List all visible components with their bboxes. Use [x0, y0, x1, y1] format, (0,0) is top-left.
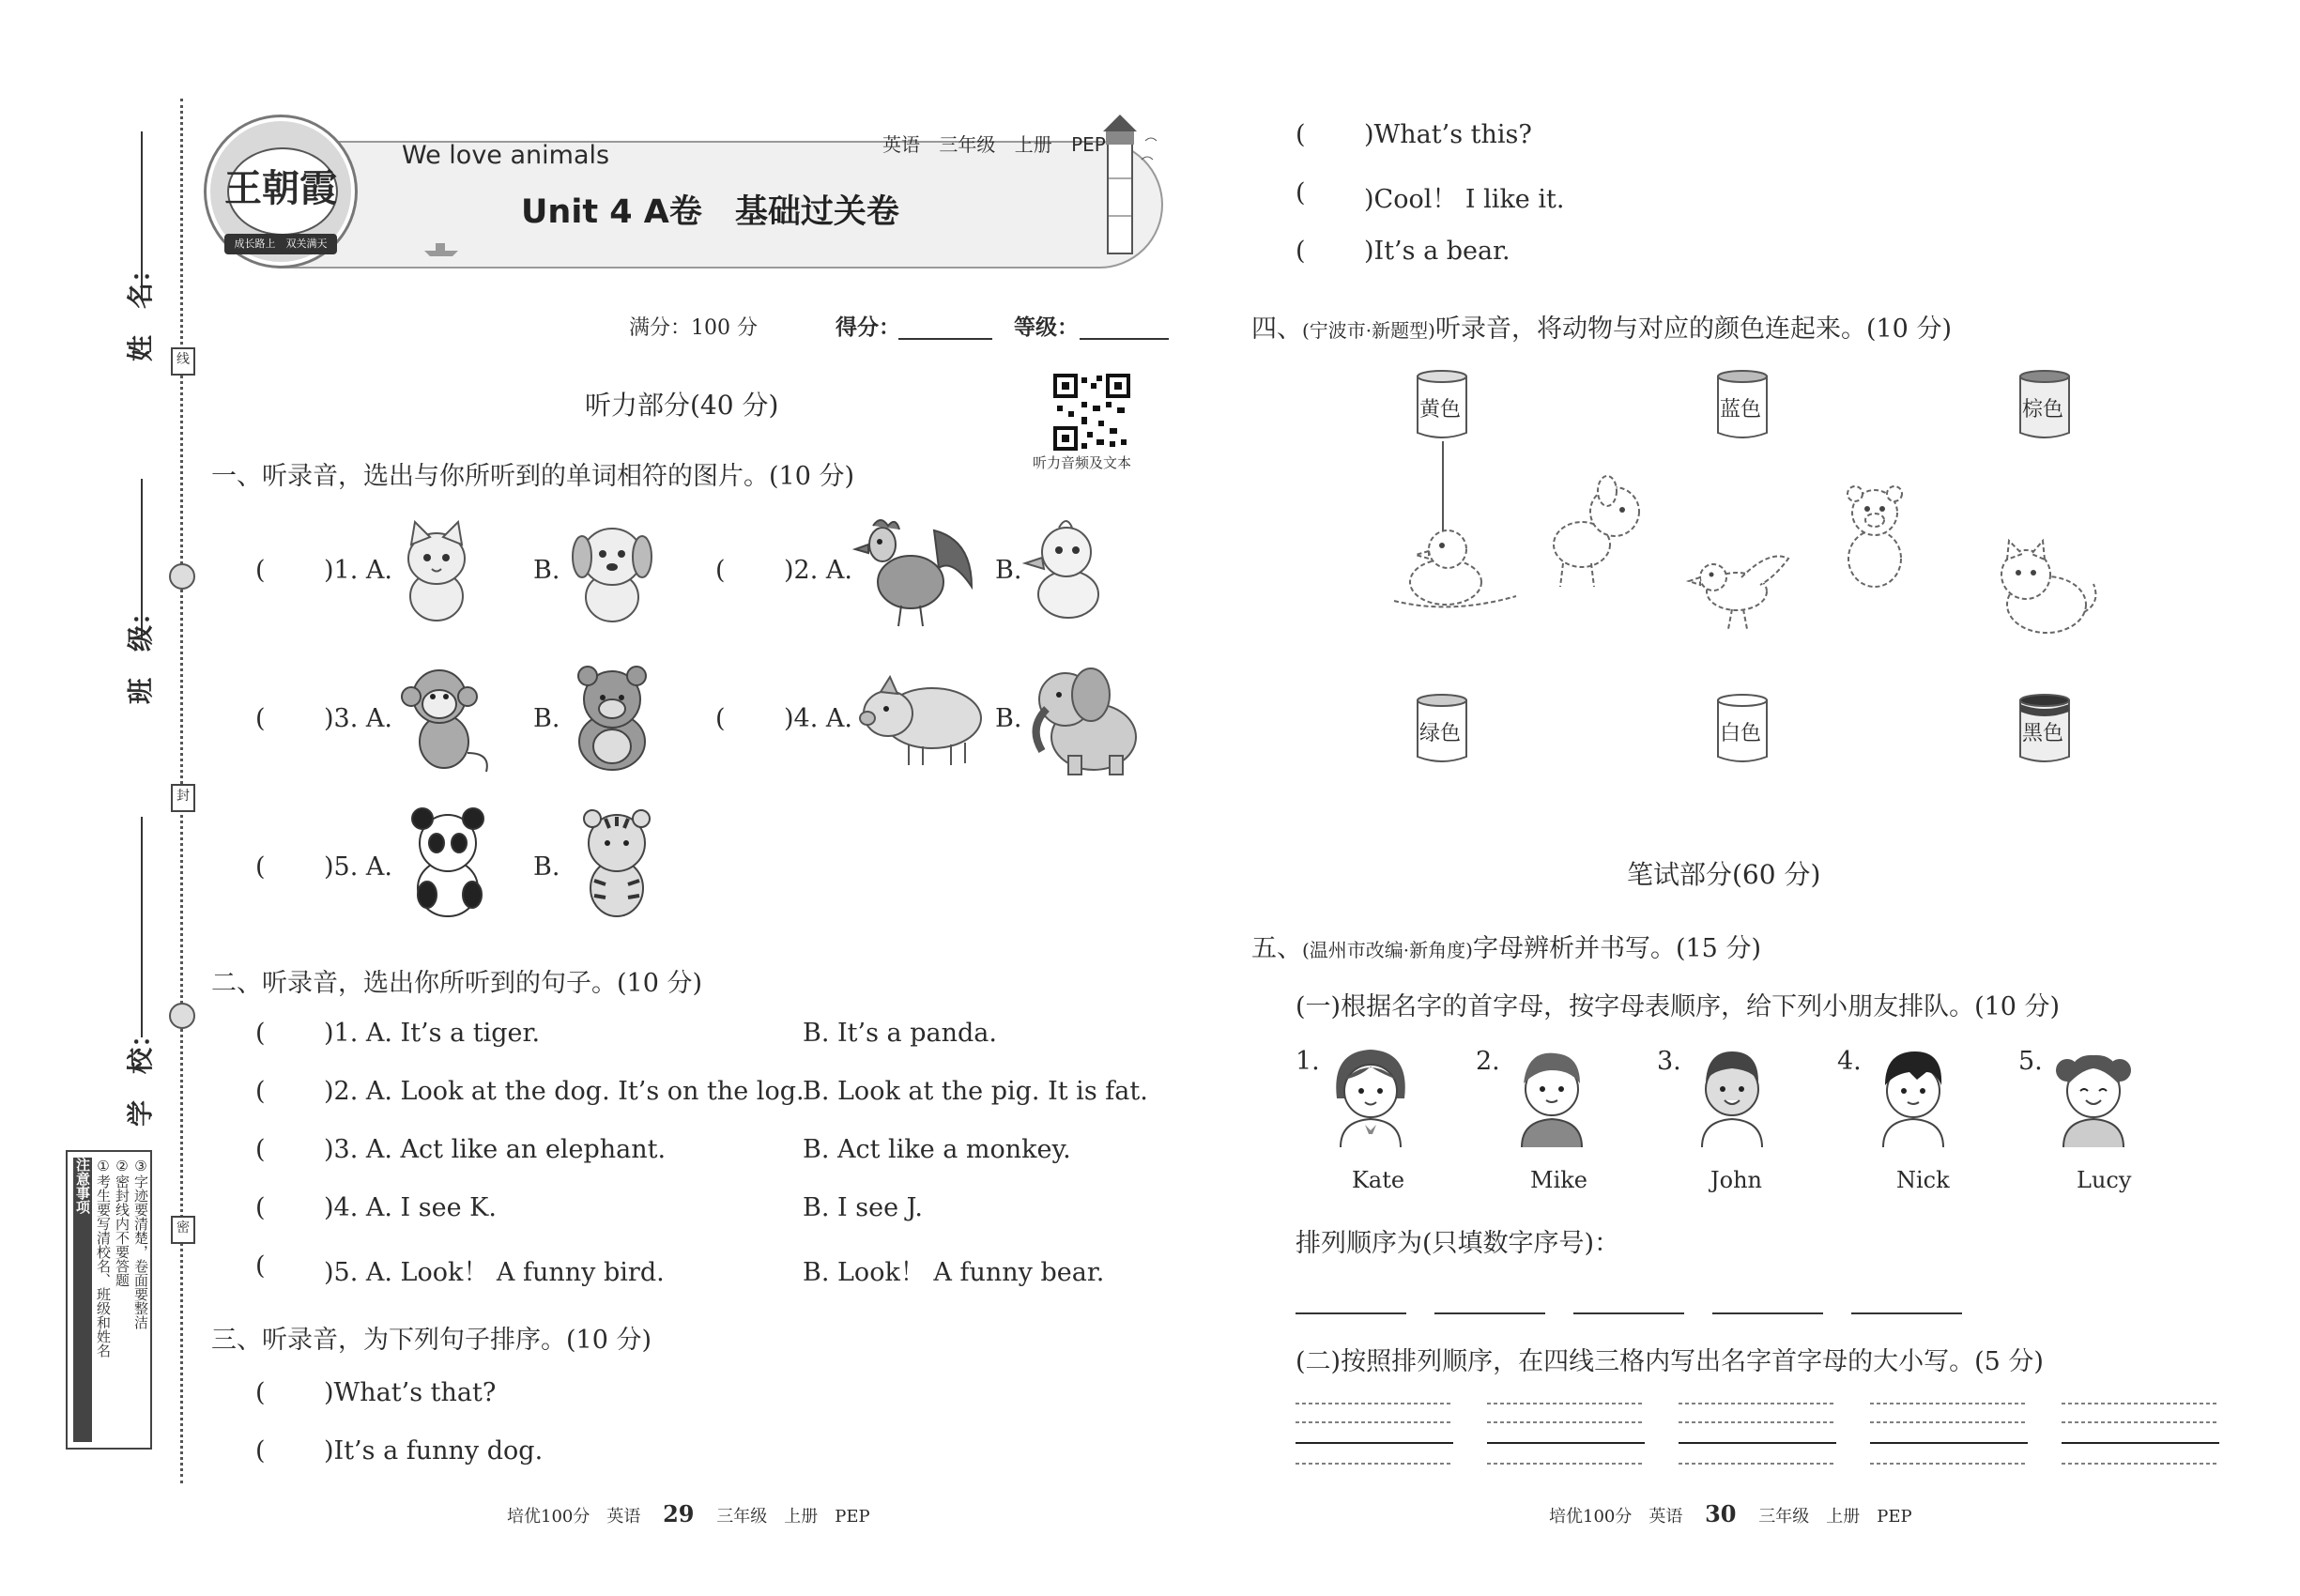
paint-can-blue[interactable] [1716, 369, 1769, 440]
order-blank-2[interactable] [1434, 1312, 1545, 1314]
binding-hole [169, 1003, 195, 1029]
footer-right [1549, 1500, 1912, 1527]
girl-kate-image [1324, 1042, 1418, 1150]
q3-sentence: )What’s this? [1364, 120, 1532, 149]
kid-name: Nick [1896, 1167, 1950, 1193]
q2-option-a: )5. A. Look！ A funny bird. [324, 1258, 665, 1287]
kid-name: Mike [1530, 1167, 1587, 1193]
q4-title-tag: (宁波市·新题型) [1302, 319, 1435, 342]
answer-paren[interactable]: ( [255, 1077, 266, 1106]
bear-image [1831, 479, 1920, 591]
answer-paren[interactable]: ( [1296, 120, 1306, 149]
school-label: 学 校： [125, 1021, 156, 1127]
kid-number: 4. [1837, 1047, 1862, 1076]
tag-volume: 上册 [1014, 133, 1052, 156]
kid-name: John [1710, 1167, 1762, 1193]
footer-left [507, 1500, 870, 1527]
cat-image [394, 516, 479, 624]
q1-title: 一、听录音，选出与你所听到的单词相符的图片。(10 分) [211, 462, 855, 491]
q5-title [1251, 928, 1761, 964]
qr-code-icon[interactable] [1053, 374, 1130, 451]
answer-paren[interactable]: ( [255, 556, 266, 585]
tiger-image [568, 806, 667, 923]
order-blank-4[interactable] [1712, 1312, 1823, 1314]
q1-item-3-b: B. [533, 704, 560, 733]
tag-grade: 三年级 [939, 133, 996, 156]
color-label: 棕色 [2022, 398, 2064, 422]
class-label: 班 级： [125, 598, 156, 704]
q5-title-main: 字母辨析并书写。(15 分) [1472, 934, 1761, 963]
footer-book: 培优100分 英语 [507, 1507, 641, 1527]
order-blank-3[interactable] [1573, 1312, 1684, 1314]
kid-number: 1. [1296, 1047, 1320, 1076]
q3-sentence: )It’s a bear. [1364, 237, 1510, 266]
notice-item: ①考生要写清校名、班级和姓名 [95, 1158, 112, 1358]
q1-item-5-b: B. [533, 852, 560, 882]
q2-option-a: )3. A. Act like an elephant. [324, 1135, 667, 1164]
q2-option-a: )1. A. It’s a tiger. [324, 1019, 541, 1048]
name-label: 姓 名： [125, 255, 156, 361]
duck-image [1021, 514, 1111, 627]
writing-grid[interactable] [1296, 1402, 1453, 1466]
full-score: 满分：100 分 [629, 316, 758, 340]
boy-john-image [1685, 1042, 1779, 1150]
order-blank-1[interactable] [1296, 1312, 1406, 1314]
q3-sentence: )It’s a funny dog. [324, 1436, 544, 1466]
q2-option-b: B. It’s a panda. [803, 1019, 997, 1048]
q2-option-b: B. Look！ A funny bear. [803, 1258, 1105, 1287]
answer-paren[interactable]: ( [1296, 237, 1306, 266]
q1-item-4-b: B. [995, 704, 1022, 733]
color-label: 蓝色 [1720, 398, 1762, 422]
paint-can-black[interactable] [2018, 693, 2071, 764]
q2-option-b: B. I see J. [803, 1193, 923, 1222]
tag-subject: 英语 [882, 133, 920, 156]
writing-grid[interactable] [1679, 1402, 1836, 1466]
tag-edition: PEP [1071, 133, 1106, 156]
q5-part2-instruction: (二)按照排列顺序，在四线三格内写出名字首字母的大小写。(5 分) [1296, 1347, 2044, 1376]
answer-paren[interactable]: ( [255, 1378, 266, 1407]
page-number: 29 [663, 1500, 695, 1527]
q5-title-prefix: 五、 [1251, 934, 1302, 963]
logo-text: 王朝霞 [224, 166, 337, 210]
order-blank-5[interactable] [1851, 1312, 1962, 1314]
grade-blank[interactable] [1080, 338, 1169, 340]
q3-sentence: )What’s that? [324, 1378, 497, 1407]
pig-image [852, 671, 993, 770]
q4-title [1251, 308, 1952, 345]
school-blank-line [141, 817, 143, 1037]
notice-box [66, 1150, 152, 1450]
color-label: 白色 [1720, 722, 1762, 745]
ship-icon [422, 239, 460, 258]
seal-mark-secret: 密 [171, 1216, 195, 1244]
q1-item-5: )5. A. [324, 852, 392, 882]
publisher-logo [207, 117, 355, 266]
girl-lucy-image [2047, 1042, 2140, 1150]
answer-paren[interactable]: ( [715, 704, 726, 733]
boy-mike-image [1505, 1042, 1599, 1150]
answer-paren[interactable]: ( [255, 1135, 266, 1164]
footer-rest: 三年级 上册 PEP [716, 1507, 870, 1527]
q1-item-3: )3. A. [324, 704, 392, 733]
answer-paren[interactable]: ( [255, 704, 266, 733]
header-tags [882, 130, 1106, 157]
paint-can-green[interactable] [1416, 693, 1468, 764]
footer-rest: 三年级 上册 PEP [1758, 1507, 1912, 1527]
notice-item: ③字迹要清楚，卷面要整洁 [132, 1158, 149, 1329]
color-label: 绿色 [1419, 722, 1462, 745]
answer-paren[interactable]: ( [715, 556, 726, 585]
q1-item-1-b: B. [533, 556, 560, 585]
answer-paren[interactable]: ( [255, 852, 266, 882]
q4-title-prefix: 四、 [1251, 315, 1302, 344]
dog-image [563, 514, 657, 627]
q2-option-b: B. Look at the pig. It is fat. [803, 1077, 1148, 1106]
grade-label: 等级： [1014, 315, 1079, 340]
answer-paren[interactable]: ( [255, 1193, 266, 1222]
q3-title: 三、听录音，为下列句子排序。(10 分) [211, 1326, 652, 1355]
score-label: 得分： [836, 315, 900, 340]
answer-paren[interactable]: ( [1296, 178, 1306, 207]
duck-image [1389, 521, 1521, 615]
page-number: 30 [1705, 1500, 1737, 1527]
bird-image [1685, 540, 1798, 634]
q5-title-tag: (温州市改编·新角度) [1302, 939, 1473, 961]
bear-image [563, 662, 662, 775]
panda-image [399, 806, 498, 923]
unit-subtitle: We love animals [402, 141, 610, 170]
seal-mark-seal: 封 [171, 784, 195, 812]
notice-item: ②密封线内不要答题 [114, 1158, 130, 1287]
seal-mark-line: 线 [171, 347, 195, 376]
rooster-image [850, 512, 981, 629]
writing-grid[interactable] [2062, 1402, 2219, 1466]
writing-grid[interactable] [1487, 1402, 1645, 1466]
example-connector [1442, 441, 1444, 530]
q4-title-main: 听录音，将动物与对应的颜色连起来。(10 分) [1434, 315, 1952, 344]
kid-number: 5. [2018, 1047, 2043, 1076]
logo-ribbon: 成长路上 双关满天 [224, 234, 337, 254]
elephant-image [1023, 657, 1145, 779]
q3-sentence: )Cool！ I like it. [1364, 185, 1565, 214]
q1-item-2: )2. A. [784, 556, 852, 585]
q1-item-1: )1. A. [324, 556, 392, 585]
boy-nick-image [1866, 1042, 1960, 1150]
kid-name: Kate [1352, 1167, 1405, 1193]
q2-option-a: )4. A. I see K. [324, 1193, 497, 1222]
qr-caption: 听力音频及文本 [1033, 454, 1132, 471]
writing-section-title: 笔试部分(60 分) [1627, 859, 1821, 890]
cat-image [1981, 537, 2103, 645]
q1-item-2-b: B. [995, 556, 1022, 585]
order-label: 排列顺序为(只填数字序号)： [1296, 1229, 1620, 1258]
answer-paren[interactable]: ( [255, 1436, 266, 1466]
kid-number: 2. [1476, 1047, 1500, 1076]
q1-item-4: )4. A. [784, 704, 852, 733]
answer-paren[interactable]: ( [255, 1251, 266, 1281]
kid-name: Lucy [2077, 1167, 2132, 1193]
notice-title: 注意事项 [73, 1158, 92, 1442]
q2-option-b: B. Act like a monkey. [803, 1135, 1071, 1164]
paint-can-white[interactable] [1716, 693, 1769, 764]
answer-paren[interactable]: ( [255, 1019, 266, 1048]
dog-image [1540, 474, 1652, 591]
kid-number: 3. [1657, 1047, 1681, 1076]
color-label: 黑色 [2022, 722, 2064, 745]
page-title: Unit 4 A卷 基础过关卷 [521, 193, 899, 231]
color-label: 黄色 [1419, 398, 1462, 422]
paint-can-yellow[interactable] [1416, 369, 1468, 440]
q2-title: 二、听录音，选出你所听到的句子。(10 分) [211, 969, 703, 998]
q2-option-a: )2. A. Look at the dog. It’s on the log. [324, 1077, 805, 1106]
q5-part1-instruction: (一)根据名字的首字母，按字母表顺序，给下列小朋友排队。(10 分) [1296, 992, 2061, 1021]
paint-can-brown[interactable] [2018, 369, 2071, 440]
score-blank[interactable] [898, 338, 992, 340]
footer-book: 培优100分 英语 [1549, 1507, 1683, 1527]
listening-section-title: 听力部分(40 分) [585, 390, 779, 421]
binding-hole [169, 563, 195, 590]
writing-grid[interactable] [1870, 1402, 2028, 1466]
monkey-image [392, 659, 496, 776]
